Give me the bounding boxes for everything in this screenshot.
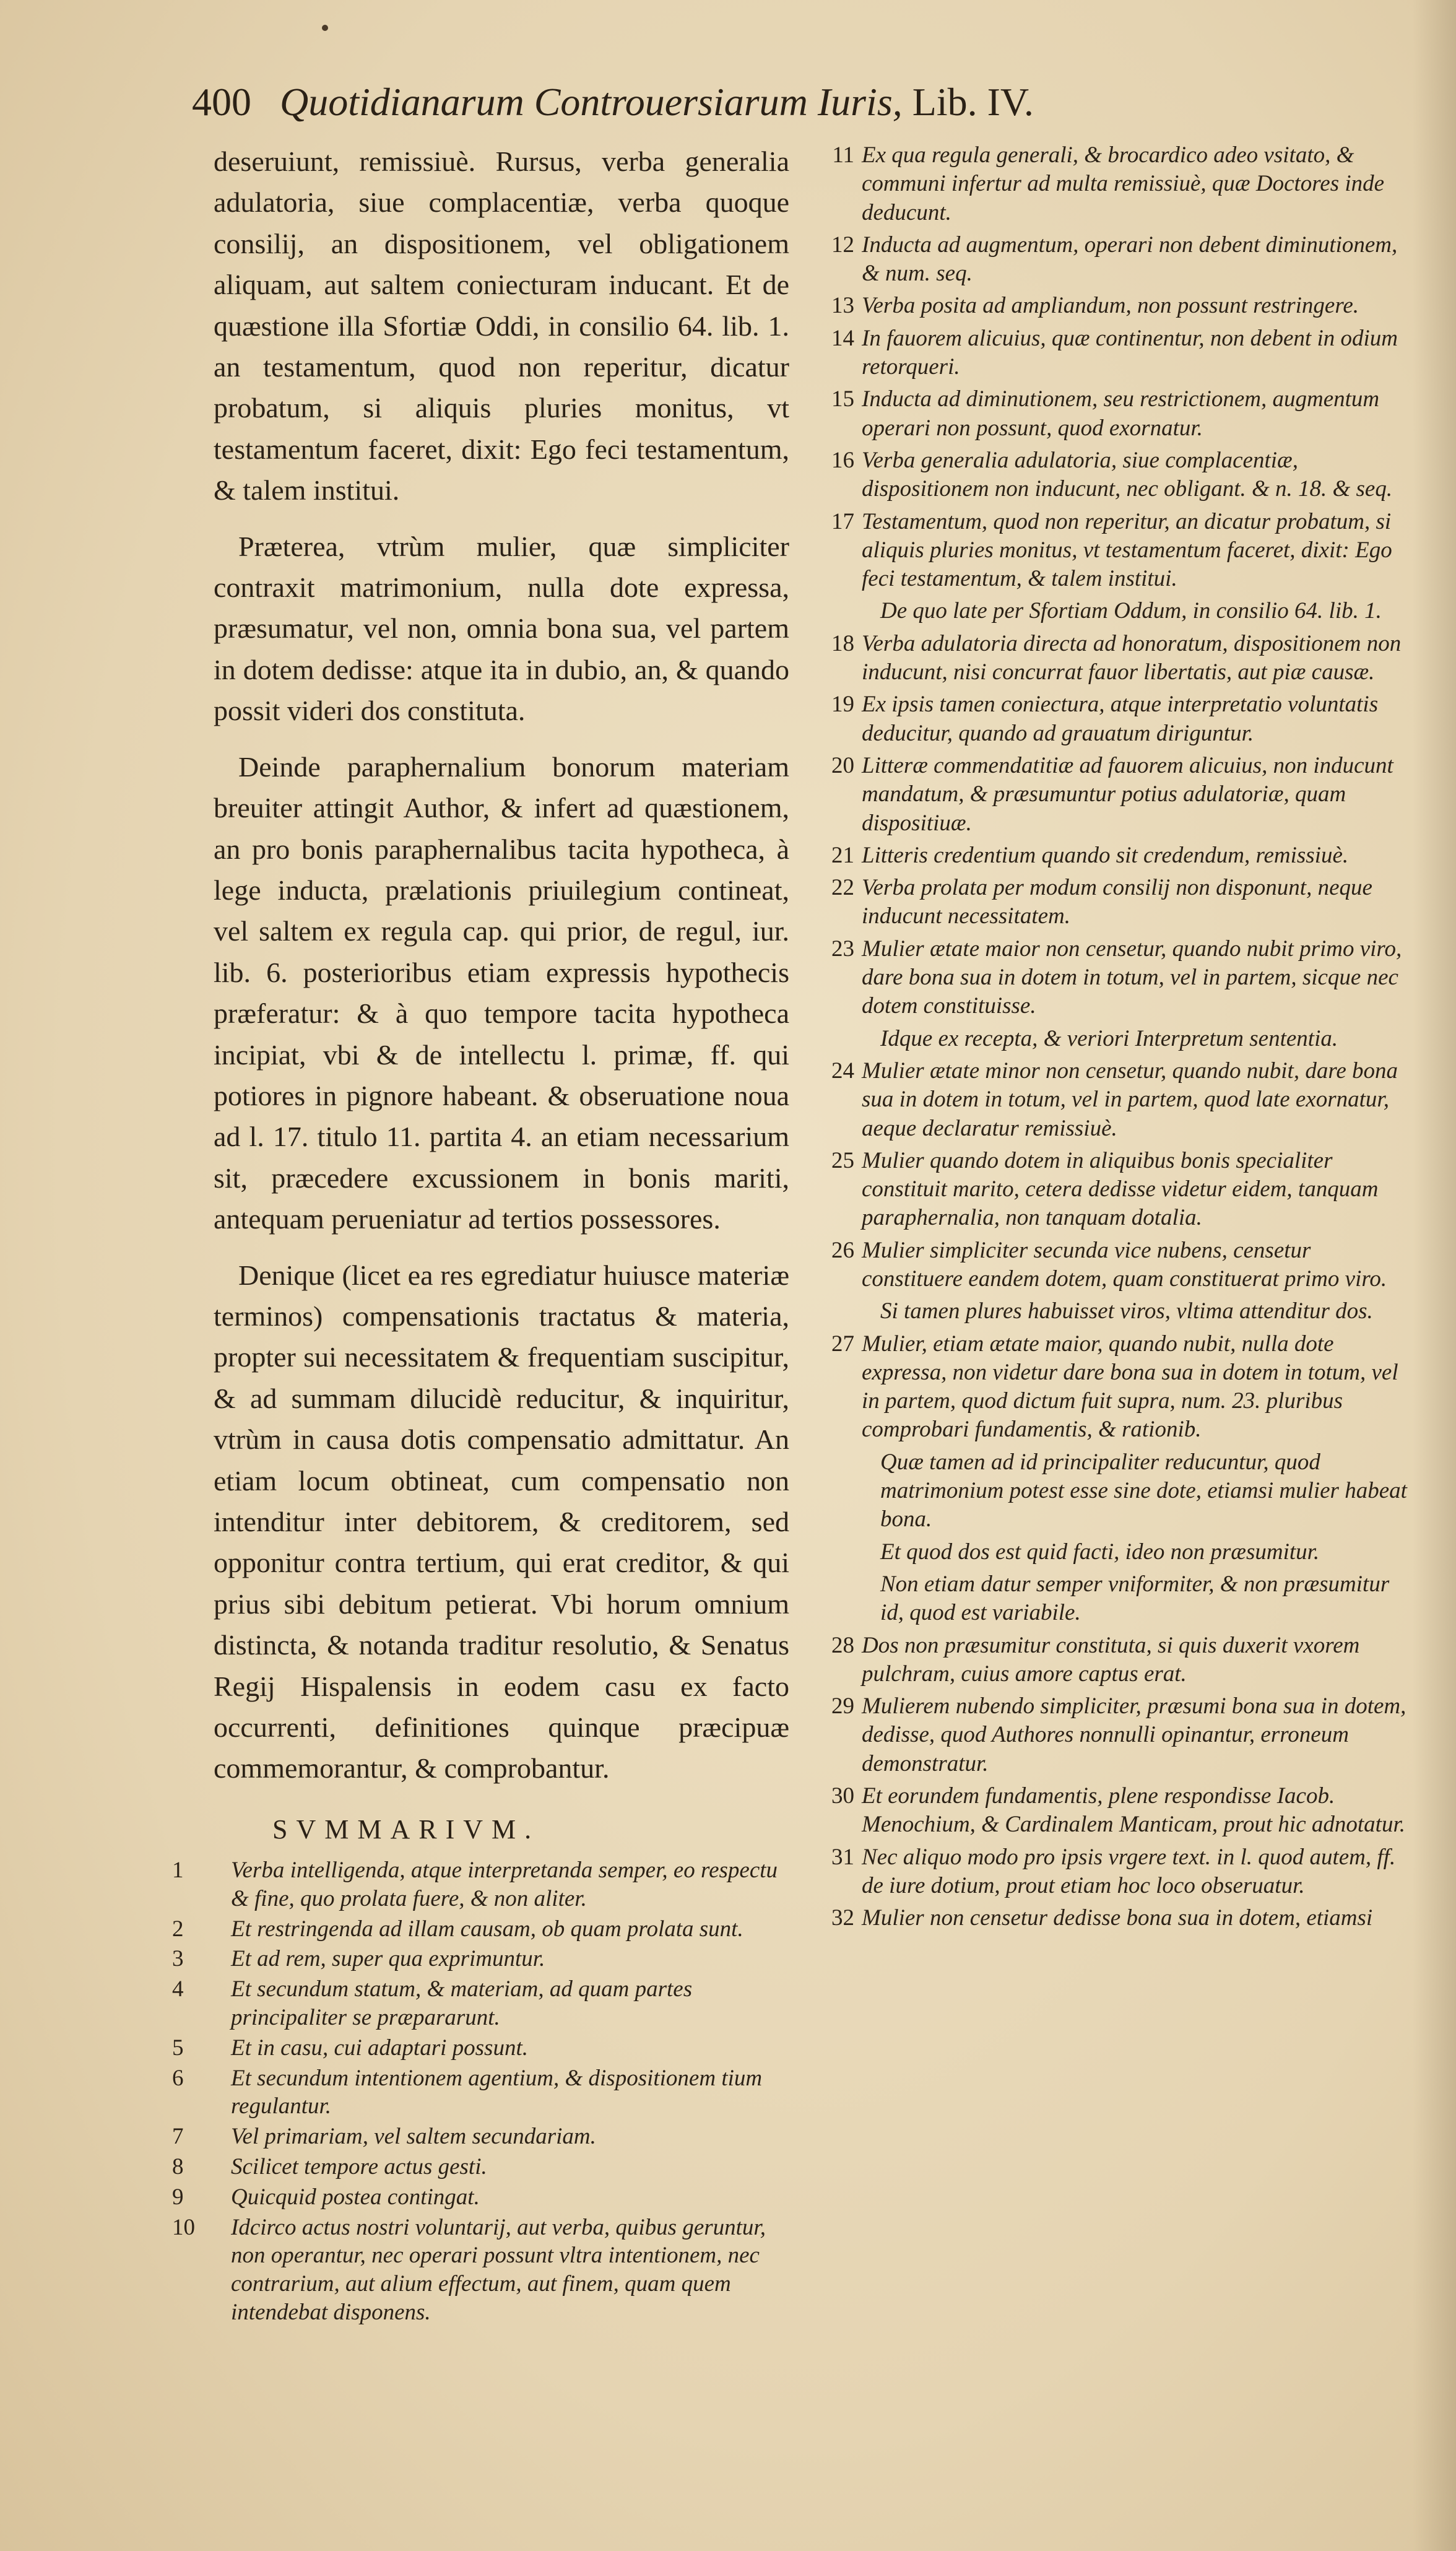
summary-item-number: 32	[831, 1905, 854, 1931]
summary-item-number: 12	[831, 232, 854, 258]
summary-item-number: 8	[172, 2153, 184, 2179]
summary-item	[172, 2034, 797, 2062]
page-number: 400	[192, 80, 251, 124]
summary-item	[172, 2153, 797, 2181]
summary-item-text: Et secundum intentionem agentium, & dispositionem tium regulantur.	[231, 2065, 763, 2119]
summary-item-text: Si tamen plures habuisset viros, vltima attenditur dos.	[880, 1298, 1373, 1324]
summary-item-number: 22	[831, 875, 854, 901]
left-column-text	[214, 141, 789, 1789]
summary-item-number: 15	[831, 386, 854, 412]
summary-item-text: Verba intelligenda, atque interpretanda semper, eo respectu & fine, quo prolata fuere, & non aliter.	[231, 1858, 778, 1911]
summary-item-number: 9	[172, 2184, 184, 2210]
summary-item-text: Verba adulatoria directa ad honoratum, dispositionem non inducunt, nisi concurrat fauor libertatis, aut piæ causæ.	[862, 630, 1402, 685]
summary-item-text: Dos non præsumitur constituta, si quis duxerit vxorem pulchram, cuius amore captus erat.	[862, 1632, 1360, 1687]
summary-item	[805, 1330, 1415, 1445]
summary-item-text: Scilicet tempore actus gesti.	[231, 2153, 487, 2179]
summary-item-number: 29	[831, 1693, 854, 1719]
summary-item-number: 31	[831, 1844, 854, 1870]
summary-item	[172, 1945, 797, 1973]
summary-item	[805, 1904, 1415, 1932]
summary-item-number: 11	[832, 142, 854, 168]
page-edge-shadow	[1413, 0, 1456, 2551]
summary-item-text: Vel primariam, vel saltem secundariam.	[231, 2124, 596, 2150]
summary-item-number: 24	[831, 1058, 854, 1084]
paragraph: Denique (licet ea res egrediatur huiusce materiæ terminos) compensationis tractatus & materia, propter sui necessitatem & frequentiam suscipitur, & ad summam dilucidè reducitur, & inquiritur, vtrùm in causa dotis compensatio admittatur. An etiam locum obtineat, cum compensatio non intenditur inter debitorem, & creditorem, sed opponitur contra tertium, qui erat creditor, & qui prius sibi debitum petierat. Vbi horum omnium distincta, & notanda traditur resolutio, & Senatus Regij Hispalensis in eodem casu ex facto occurrenti, definitiones quinque præcipuæ commemorantur, & comprobantur.	[214, 1259, 789, 1784]
summary-item	[805, 385, 1415, 443]
summary-item	[805, 1782, 1415, 1840]
summary-item-number: 27	[831, 1331, 854, 1357]
summary-item-text: Et secundum statum, & materiam, ad quam partes principaliter se præpararunt.	[231, 1976, 693, 2030]
summary-item	[172, 1856, 797, 1913]
summarium-list-right	[805, 141, 1415, 1937]
summary-item-text: Non etiam datur semper vniformiter, & non præsumitur id, quod est variabile.	[880, 1571, 1390, 1626]
summary-item	[805, 935, 1415, 1021]
summary-item-text: Litteris credentium quando sit credendum, remissiuè.	[862, 842, 1349, 868]
summary-item	[805, 446, 1415, 504]
summary-item-number: 5	[172, 2035, 184, 2061]
summary-item	[805, 1057, 1415, 1143]
summary-continuation	[805, 1570, 1415, 1628]
summary-item-number: 19	[831, 692, 854, 718]
summary-item-text: Verba generalia adulatoria, siue complacentiæ, dispositionem non inducunt, nec obligant. & n. 18. & seq.	[862, 447, 1393, 502]
summary-item	[805, 874, 1415, 931]
summary-item-number: 18	[831, 630, 854, 656]
summary-item	[805, 141, 1415, 227]
ink-spot	[322, 25, 328, 31]
running-title: Quotidianarum Controuersiarum Iuris,	[280, 80, 903, 124]
summary-item	[805, 630, 1415, 687]
paragraph: Deinde paraphernalium bonorum materiam breuiter attingit Author, & infert ad quæstionem, an pro bonis paraphernalibus tacita hypotheca, à lege inducta, prælationis priuilegium contineat, vel saltem ex regula cap. qui prior, de regul, iur. lib. 6. posterioribus etiam expressis hypothecis præferatur: & à quo tempore tacita hypotheca incipiat, vbi & de intellectu l. primæ, ff. qui potiores in pignore habeant. & obseruatione noua ad l. 17. titulo 11. partita 4. an etiam necessarium sit, præcedere excussionem in bonis mariti, antequam perueniatur ad tertios possessores.	[214, 750, 789, 1235]
summary-item-text: Et quod dos est quid facti, ideo non præsumitur.	[880, 1539, 1320, 1565]
summary-item	[805, 508, 1415, 594]
summary-item-number: 14	[831, 325, 854, 351]
summary-item-text: Ex ipsis tamen coniectura, atque interpretatio voluntatis deducitur, quando ad grauatum diriguntur.	[862, 692, 1379, 746]
summary-item-number: 28	[831, 1632, 854, 1658]
summarium-list-left	[172, 1856, 797, 2329]
summary-item-text: Et restringenda ad illam causam, ob quam prolata sunt.	[231, 1916, 743, 1942]
summary-item-text: Mulier simpliciter secunda vice nubens, censetur constituere eandem dotem, quam constituerat primo viro.	[862, 1237, 1387, 1292]
summary-item-number: 2	[172, 1916, 184, 1942]
summary-item-text: Nec aliquo modo pro ipsis vrgere text. in l. quod autem, ff. de iure dotium, prout etiam hoc loco obseruatur.	[862, 1844, 1396, 1898]
summary-item-text: Inducta ad augmentum, operari non debent diminutionem, & num. seq.	[862, 232, 1398, 287]
summary-item-number: 7	[172, 2124, 184, 2150]
summary-item-number: 1	[172, 1858, 184, 1883]
summary-item-number: 26	[831, 1237, 854, 1263]
summary-item-number: 20	[831, 752, 854, 778]
summarium-heading: SVMMARIVM.	[272, 1814, 540, 1845]
summary-continuation	[805, 1448, 1415, 1534]
summary-item-text: Inducta ad diminutionem, seu restrictionem, augmentum operari non possunt, quod exornatur.	[862, 386, 1380, 441]
summary-item	[805, 752, 1415, 838]
summary-item	[172, 1975, 797, 2032]
summary-item-number: 10	[172, 2214, 195, 2240]
summary-item-number: 23	[831, 936, 854, 962]
summary-continuation	[805, 597, 1415, 625]
summary-item-number: 21	[831, 842, 854, 868]
summary-item-text: Et ad rem, super qua exprimuntur.	[231, 1946, 545, 1972]
paragraph: deseruiunt, remissiuè. Rursus, verba generalia adulatoria, siue complacentiæ, verba quoque consilij, an dispositionem, vel obligationem aliquam, aut saltem coniecturam inducant. Et de quæstione illa Sfortiæ Oddi, in consilio 64. lib. 1. an testamentum, quod non reperitur, dicatur probatum, si aliquis pluries monitus, vt testamentum faceret, dixit: Ego feci testamentum, & talem institui.	[214, 146, 789, 506]
summary-continuation	[805, 1297, 1415, 1326]
summary-item-text: Idque ex recepta, & veriori Interpretum sententia.	[880, 1025, 1338, 1051]
summary-item-text: De quo late per Sfortiam Oddum, in consilio 64. lib. 1.	[880, 598, 1382, 624]
summary-item	[805, 841, 1415, 870]
summary-item	[805, 1843, 1415, 1901]
summary-item-text: Testamentum, quod non reperitur, an dicatur probatum, si aliquis pluries monitus, vt testamentum faceret, dixit: Ego feci testamentum, & talem institui.	[862, 508, 1392, 592]
paragraph: Præterea, vtrùm mulier, quæ simpliciter contraxit matrimonium, nulla dote expressa, præsumatur, vel non, omnia bona sua, vel partem in dotem dedisse: atque ita in dubio, an, & quando possit videri dos constituta.	[214, 530, 789, 727]
summary-item	[172, 2123, 797, 2151]
summary-item-text: Mulier non censetur dedisse bona sua in dotem, etiamsi	[862, 1905, 1373, 1931]
summary-item	[805, 324, 1415, 382]
summary-item-number: 25	[831, 1147, 854, 1173]
running-book: Lib. IV.	[912, 80, 1034, 124]
summary-item-text: Mulier quando dotem in aliquibus bonis specialiter constituit marito, cetera dedisse videtur eidem, tanquam paraphernalia, non tanquam dotalia.	[862, 1147, 1379, 1231]
summary-item-text: Mulier ætate minor non censetur, quando nubit, dare bona sua in dotem in totum, vel in partem, quod late exornatur, aeque declaratur remissiuè.	[862, 1058, 1398, 1141]
summary-item	[805, 1147, 1415, 1233]
summary-item-text: Mulier, etiam ætate maior, quando nubit, nulla dote expressa, non videtur dare bona sua in dotem in totum, vel in partem, quod dictum fuit supra, num. 23. pluribus comprobari fundamentis, & rationib.	[862, 1331, 1398, 1443]
summary-item-number: 16	[831, 447, 854, 473]
summary-item-text: Verba posita ad ampliandum, non possunt restringere.	[862, 293, 1359, 319]
summary-item-text: Et in casu, cui adaptari possunt.	[231, 2035, 528, 2061]
summary-item-text: Verba prolata per modum consilij non disponunt, neque inducunt necessitatem.	[862, 875, 1372, 929]
summary-item-text: Et eorundem fundamentis, plene respondisse Iacob. Menochium, & Cardinalem Manticam, prout hic adnotatur.	[862, 1783, 1405, 1838]
summary-item	[172, 2064, 797, 2121]
summary-continuation	[805, 1538, 1415, 1567]
summary-item	[805, 690, 1415, 748]
summary-item-number: 4	[172, 1976, 184, 2002]
summary-item	[172, 1915, 797, 1944]
summary-item	[805, 1692, 1415, 1778]
summary-item	[805, 1632, 1415, 1689]
summary-item	[172, 2214, 797, 2327]
summary-item-text: Quicquid postea contingat.	[231, 2184, 480, 2210]
summary-item-text: Idcirco actus nostri voluntarij, aut verba, quibus geruntur, non operantur, nec operari possunt vltra intentionem, nec contrarium, aut alium effectum, aut finem, quam quem intendebat disponens.	[231, 2214, 766, 2325]
summary-item-text: Mulier ætate maior non censetur, quando nubit primo viro, dare bona sua in dotem in totum, vel in partem, sicque nec dotem constituisse.	[862, 936, 1402, 1019]
summary-item	[805, 292, 1415, 320]
summary-item-text: In fauorem alicuius, quæ continentur, non debent in odium retorqueri.	[862, 325, 1398, 380]
summary-item-number: 17	[831, 508, 854, 534]
summary-item-text: Ex qua regula generali, & brocardico adeo vsitato, & communi infertur ad multa remissiuè, quæ Doctores inde deducunt.	[862, 142, 1385, 225]
summary-item-text: Quæ tamen ad id principaliter reducuntur, quod matrimonium potest esse sine dote, etiamsi mulier habeat bona.	[880, 1449, 1407, 1532]
running-header	[192, 74, 1244, 130]
summary-item	[805, 1236, 1415, 1294]
summary-item-number: 3	[172, 1946, 184, 1972]
summary-item	[172, 2183, 797, 2212]
summary-item-text: Litteræ commendatitiæ ad fauorem alicuius, non inducunt mandatum, & præsumuntur potius adulatoriæ, quam dispositiuæ.	[862, 752, 1393, 836]
summary-continuation	[805, 1025, 1415, 1053]
summary-item-number: 13	[831, 293, 854, 319]
summary-item-text: Mulierem nubendo simpliciter, præsumi bona sua in dotem, dedisse, quod Authores nonnulli opinantur, erroneum demonstratur.	[862, 1693, 1406, 1776]
summary-item	[805, 231, 1415, 289]
summary-item-number: 6	[172, 2065, 184, 2091]
summary-item-number: 30	[831, 1783, 854, 1809]
